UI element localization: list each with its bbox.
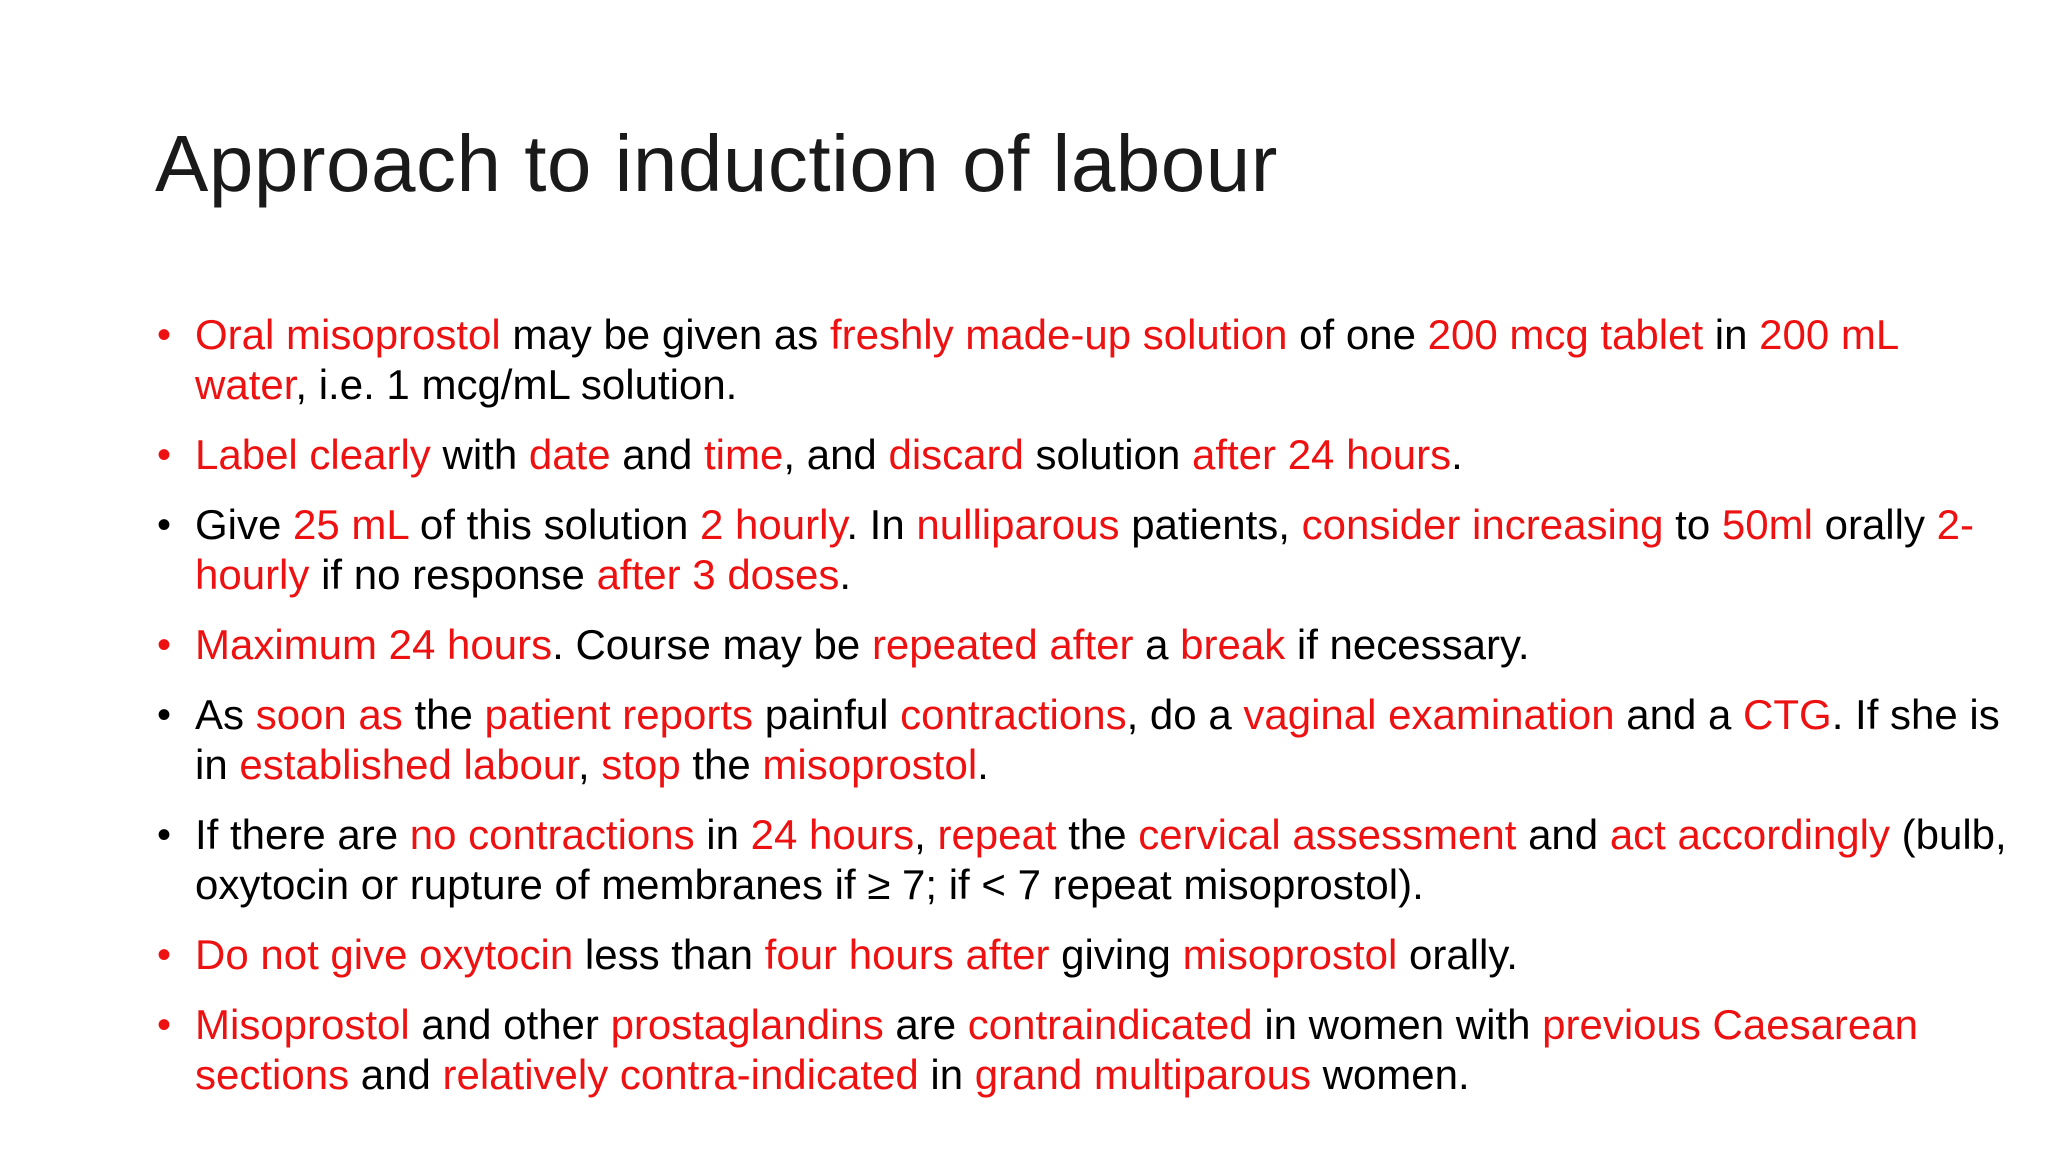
highlighted-text: Oral misoprostol	[195, 311, 501, 358]
highlighted-text: break	[1180, 621, 1286, 668]
highlighted-text: patient reports	[484, 691, 754, 738]
body-text: orally.	[1397, 931, 1518, 978]
highlighted-text: after 24 hours	[1191, 431, 1452, 478]
highlighted-text: Maximum 24 hours	[195, 621, 553, 668]
bullet-item	[155, 1000, 2015, 1100]
body-text: of this solution	[408, 501, 701, 548]
body-text: women.	[1310, 1051, 1470, 1098]
highlighted-text: discard	[888, 431, 1024, 478]
highlighted-text: CTG	[1743, 691, 1832, 738]
highlighted-text: misoprostol	[762, 741, 978, 788]
bullet-item	[155, 620, 2015, 670]
bullet-item	[155, 430, 2015, 480]
bullet-item	[155, 930, 2015, 980]
highlighted-text: act accordingly	[1609, 811, 1890, 858]
highlighted-text: 25 mL	[293, 501, 409, 548]
body-text: . In	[846, 501, 917, 548]
body-text: If there are	[195, 811, 410, 858]
highlighted-text: Label clearly	[195, 431, 431, 478]
body-text: . Course may be	[552, 621, 872, 668]
body-text: ,	[914, 811, 938, 858]
body-text: and other	[409, 1001, 611, 1048]
body-text: of one	[1287, 311, 1428, 358]
body-text: , and	[783, 431, 889, 478]
bullet-marker-icon: •	[157, 813, 172, 857]
highlighted-text: four hours after	[764, 931, 1050, 978]
highlighted-text: repeat	[937, 811, 1057, 858]
highlighted-text: 200 mL water	[195, 311, 1898, 408]
body-text: may be given as	[500, 311, 830, 358]
body-text: with	[430, 431, 529, 478]
body-text: in	[918, 1051, 975, 1098]
bullet-item	[155, 810, 2015, 910]
body-text: ,	[577, 741, 602, 788]
body-text: painful	[753, 691, 901, 738]
highlighted-text: relatively contra-indicated	[442, 1051, 919, 1098]
highlighted-text: stop	[601, 741, 681, 788]
highlighted-text: soon as	[255, 691, 403, 738]
body-text: (bulb, oxytocin or rupture of membranes if ≥ 7; if < 7 repeat misoprostol).	[195, 811, 2007, 908]
bullet-marker-icon: •	[157, 433, 172, 477]
highlighted-text: freshly made-up solution	[829, 311, 1288, 358]
body-text: orally	[1812, 501, 1937, 548]
body-text: in women with	[1252, 1001, 1543, 1048]
body-text: Give	[195, 501, 294, 548]
body-text: , i.e. 1 mcg/mL solution.	[295, 361, 738, 408]
body-text: and	[1516, 811, 1610, 858]
highlighted-text: prostaglandins	[610, 1001, 884, 1048]
bullet-marker-icon: •	[157, 933, 172, 977]
highlighted-text: date	[528, 431, 611, 478]
bullet-item	[155, 310, 2015, 410]
bullet-item	[155, 500, 2015, 600]
bullet-item	[155, 690, 2015, 790]
highlighted-text: established labour	[239, 741, 578, 788]
bullet-marker-icon: •	[157, 693, 172, 737]
body-text: .	[1451, 431, 1463, 478]
body-text: giving	[1049, 931, 1183, 978]
body-text: a	[1133, 621, 1181, 668]
body-text: are	[883, 1001, 968, 1048]
highlighted-text: time	[704, 431, 784, 478]
body-text: less than	[573, 931, 765, 978]
body-text: . If she is in	[195, 691, 2000, 788]
bullet-list	[155, 310, 2015, 1120]
highlighted-text: nulliparous	[916, 501, 1120, 548]
body-text: As	[195, 691, 256, 738]
body-text: to	[1663, 501, 1722, 548]
highlighted-text: after 3 doses	[596, 551, 840, 598]
body-text: the	[680, 741, 763, 788]
highlighted-text: repeated after	[871, 621, 1134, 668]
body-text: patients,	[1119, 501, 1302, 548]
highlighted-text: 2 hourly	[700, 501, 847, 548]
bullet-marker-icon: •	[157, 1003, 172, 1047]
highlighted-text: contractions	[900, 691, 1127, 738]
body-text: the	[1056, 811, 1139, 858]
slide-title: Approach to induction of labour	[155, 119, 1278, 208]
body-text: and a	[1614, 691, 1744, 738]
highlighted-text: Misoprostol	[195, 1001, 410, 1048]
highlighted-text: contraindicated	[967, 1001, 1253, 1048]
highlighted-text: no contractions	[409, 811, 695, 858]
highlighted-text: Do not give oxytocin	[195, 931, 574, 978]
highlighted-text: 2-hourly	[195, 501, 1974, 598]
body-text: .	[977, 741, 989, 788]
body-text: .	[839, 551, 852, 598]
highlighted-text: grand multiparous	[974, 1051, 1311, 1098]
body-text: in	[1703, 311, 1760, 358]
highlighted-text: 50ml	[1721, 501, 1813, 548]
highlighted-text: 24 hours	[750, 811, 915, 858]
body-text: in	[694, 811, 751, 858]
highlighted-text: 200 mcg tablet	[1427, 311, 1704, 358]
body-text: solution	[1023, 431, 1192, 478]
highlighted-text: cervical assessment	[1138, 811, 1517, 858]
body-text: , do a	[1126, 691, 1244, 738]
body-text: if no response	[309, 551, 597, 598]
highlighted-text: consider increasing	[1301, 501, 1664, 548]
body-text: and	[610, 431, 705, 478]
bullet-marker-icon: •	[157, 313, 172, 357]
bullet-marker-icon: •	[157, 503, 172, 547]
body-text: if necessary.	[1285, 621, 1530, 668]
bullet-marker-icon: •	[157, 623, 172, 667]
highlighted-text: misoprostol	[1182, 931, 1398, 978]
highlighted-text: previous Caesarean sections	[195, 1001, 1918, 1098]
body-text: and	[349, 1051, 443, 1098]
body-text: the	[402, 691, 485, 738]
highlighted-text: vaginal examination	[1243, 691, 1615, 738]
